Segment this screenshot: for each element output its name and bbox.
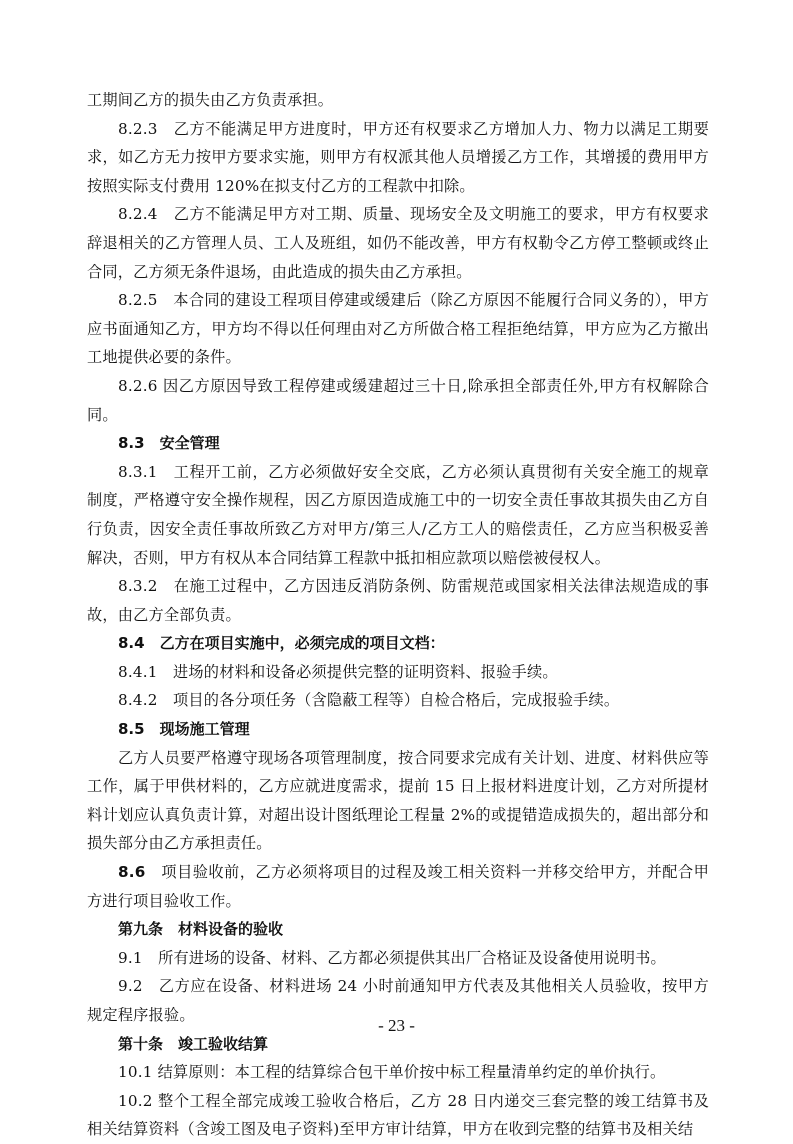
article-heading-10: 第十条 竣工验收结算 — [118, 1034, 269, 1053]
section-heading-8-4: 8.4 乙方在项目实施中，必须完成的项目文档： — [118, 634, 445, 653]
clause-8-6-text: 项目验收前，乙方必须将项目的过程及竣工相关资料一并移交给甲方，并配合甲方进行项目验收工作。 — [87, 863, 709, 910]
clause-10-2: 10.2 整个工程全部完成竣工验收合格后，乙方 28 日内递交三套完整的竣工结算书及相关结算资料（含竣工图及电子资料)至甲方审计结算，甲方在收到完整的结算书及相关结 — [87, 1091, 709, 1139]
clause-8-3-1: 8.3.1 工程开工前，乙方必须做好安全交底，乙方必须认真贯彻有关安全施工的规章制度，严格遵守安全操作规程，因乙方原因造成施工中的一切安全责任事故其损失由乙方自行负责，因安全责任事故所致乙方对甲方/第三人/乙方工人的赔偿责任，乙方应当积极妥善解决，否则，甲方有权从本合同结算工程款中抵扣相应款项以赔偿被侵权人。 — [87, 462, 709, 567]
document-body — [87, 86, 709, 1144]
clause-8-6-number: 8.6 — [118, 863, 146, 882]
clause-8-3-2: 8.3.2 在施工过程中，乙方因违反消防条例、防雷规范或国家相关法律法规造成的事故，由乙方全部负责。 — [87, 577, 709, 624]
clause-10-1: 10.1 结算原则：本工程的结算综合包干单价按中标工程量清单约定的单价执行。 — [118, 1063, 666, 1082]
clause-8-6 — [87, 858, 709, 915]
paragraph-continuation: 工期间乙方的损失由乙方负责承担。 — [87, 91, 334, 109]
clause-9-1: 9.1 所有进场的设备、材料、乙方都必须提供其出厂合格证及设备使用说明书。 — [118, 948, 666, 967]
clause-9-2: 9.2 乙方应在设备、材料进场 24 小时前通知甲方代表及其他相关人员验收，按甲方规定程序报验。 — [87, 977, 709, 1024]
clause-8-2-4: 8.2.4 乙方不能满足甲方对工期、质量、现场安全及文明施工的要求，甲方有权要求辞退相关的乙方管理人员、工人及班组，如仍不能改善，甲方有权勒令乙方停工整顿或终止合同，乙方须无条件退场，由此造成的损失由乙方承担。 — [87, 205, 709, 281]
clause-8-2-5: 8.2.5 本合同的建设工程项目停建或缓建后（除乙方原因不能履行合同义务的），甲方应书面通知乙方，甲方均不得以任何理由对乙方所做合格工程拒绝结算，甲方应为乙方撤出工地提供必要的条件。 — [87, 291, 709, 367]
clause-8-5-body: 乙方人员要严格遵守现场各项管理制度，按合同要求完成有关计划、进度、材料供应等工作，属于甲供材料的，乙方应就进度需求，提前 15 日上报材料进度计划，乙方对所提材料计划应认真负责计算，对超出设计图纸理论工程量 2%的或提错造成损失的，超出部分和损失部分由乙方承担责任。 — [87, 748, 709, 853]
clause-8-4-2: 8.4.2 项目的各分项任务（含隐蔽工程等）自检合格后，完成报验手续。 — [118, 691, 620, 710]
article-heading-9: 第九条 材料设备的验收 — [118, 920, 284, 939]
clause-8-4-1: 8.4.1 进场的材料和设备必须提供完整的证明资料、报验手续。 — [118, 662, 558, 681]
section-heading-8-3: 8.3 安全管理 — [118, 434, 220, 453]
clause-8-2-3: 8.2.3 乙方不能满足甲方进度时，甲方还有权要求乙方增加人力、物力以满足工期要求，如乙方无力按甲方要求实施，则甲方有权派其他人员增援乙方工作，其增援的费用甲方按照实际支付费用 120%在拟支付乙方的工程款中扣除。 — [87, 119, 709, 195]
section-heading-8-5: 8.5 现场施工管理 — [118, 720, 250, 739]
page-number: - 23 - — [378, 1016, 415, 1035]
clause-8-2-6: 8.2.6 因乙方原因导致工程停建或缓建超过三十日,除承担全部责任外,甲方有权解除合同。 — [87, 376, 709, 424]
